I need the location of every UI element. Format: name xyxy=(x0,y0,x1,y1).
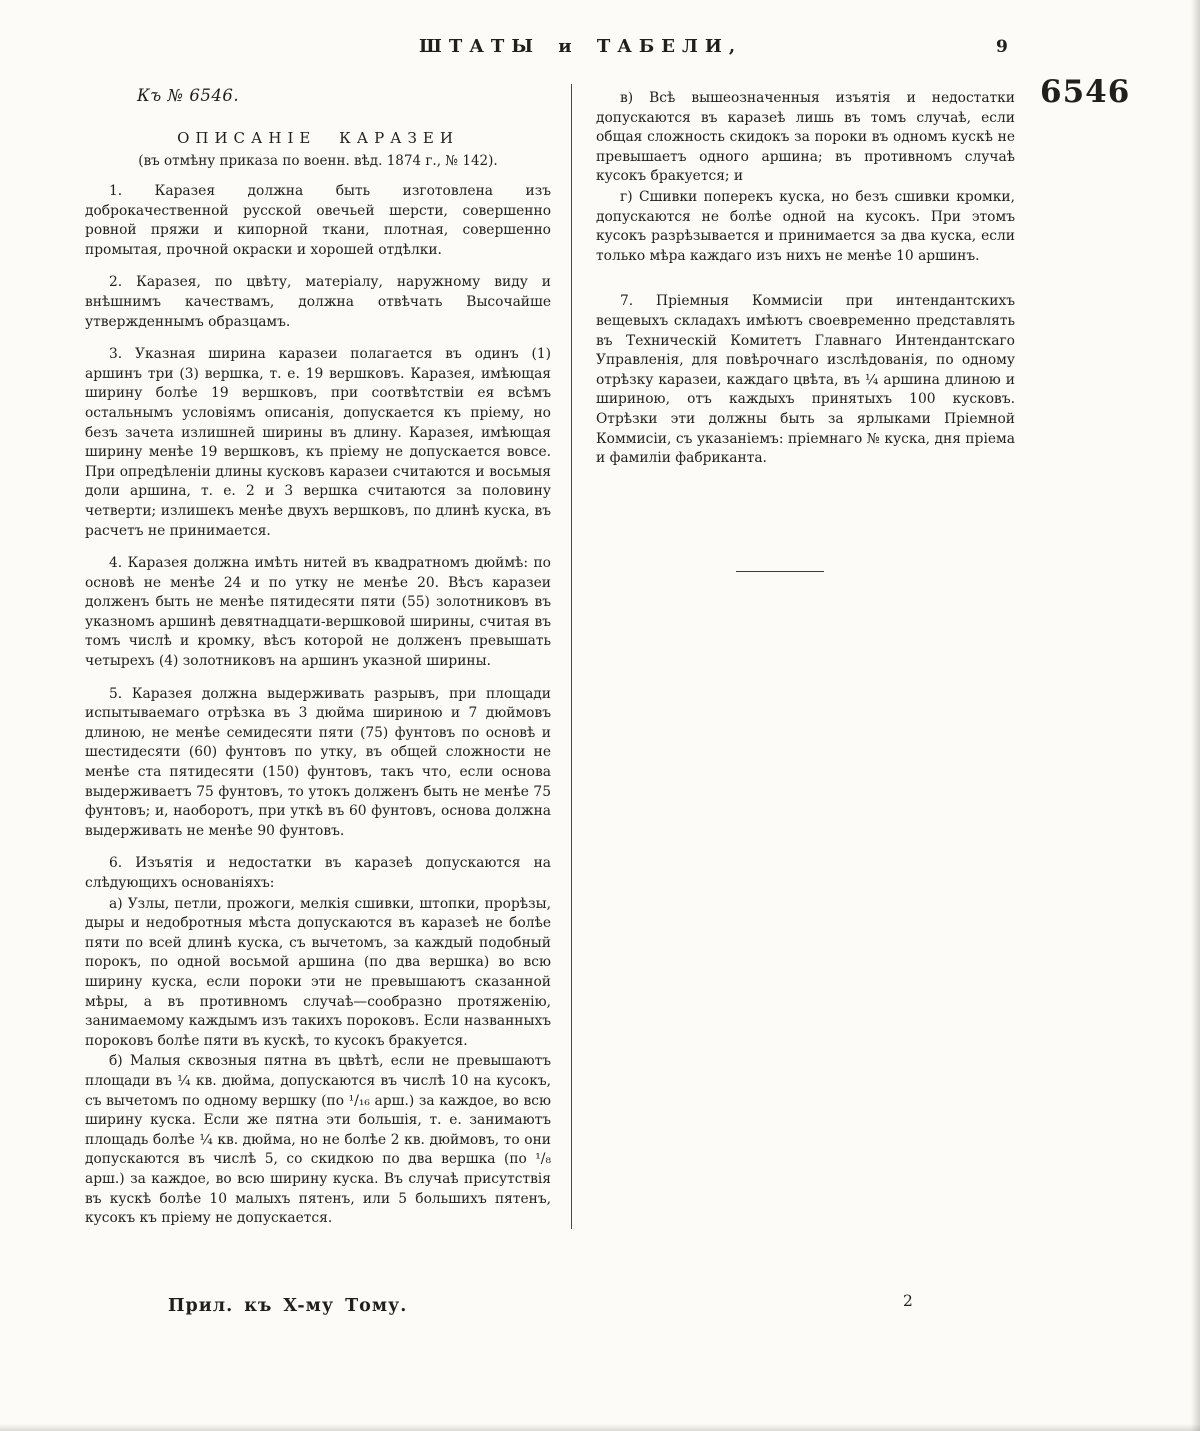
scan-edge-right xyxy=(1191,0,1200,1431)
reference-line: Къ № 6546. xyxy=(137,86,240,105)
document-number: 6546 xyxy=(1040,74,1131,110)
clause-4: 4. Каразея должна имѣть нитей въ квадратномъ дюймѣ: по основѣ не менѣе 24 и по утку не менѣе 20. Вѣсъ каразеи долженъ быть не менѣе пятидесяти пяти (55) золотниковъ въ указномъ аршинѣ девятнадцати-вершковой ширины, считая въ томъ числѣ и кромку, вѣсъ которой не долженъ превышать четырехъ (4) золотниковъ на аршинъ указной ширины. xyxy=(85,555,551,670)
scan-edge-bottom xyxy=(0,1424,1200,1431)
clause-6v: в) Всѣ вышеозначенныя изъятія и недостатки допускаются въ каразеѣ лишь въ томъ случаѣ, если общая сложность скидокъ за пороки въ одномъ кускѣ не превышаетъ одного аршина; въ противномъ случаѣ кусокъ бракуется; и xyxy=(596,90,1015,185)
section-end-rule xyxy=(736,571,824,572)
left-column xyxy=(85,84,572,1229)
clause-6b: б) Малыя сквозныя пятна въ цвѣтѣ, если не превышаютъ площади въ ¼ кв. дюйма, допускаются въ числѣ 10 на кусокъ, съ вычетомъ по одному вершку (по ¹/₁₆ арш.) за каждое, во всю ширину куска. Если же пятна эти большія, т. е. занимаютъ площадь болѣе ¼ кв. дюйма, но не болѣе 2 кв. дюймовъ, то они допускаются въ числѣ 5, со скидкою по два вершка (по ¹/₈ арш.) за каждое, во всю ширину куска. Въ случаѣ присутствія въ кускѣ болѣе 10 малыхъ пятенъ, или 5 большихъ пятенъ, кусокъ къ пріему не допускается. xyxy=(85,1053,551,1227)
clause-5: 5. Каразея должна выдерживать разрывъ, при площади испытываемаго отрѣзка въ 3 дюйма шириною и 7 дюймовъ длиною, не менѣе семидесяти пяти (75) фунтовъ по основѣ и шестидесяти (60) фунтовъ по утку, въ общей сложности не менѣе ста пятидесяти (150) фунтовъ, такъ что, если основа выдерживаетъ 75 фунтовъ, то утокъ долженъ быть не менѣе 75 фунтовъ; и, наоборотъ, при уткѣ въ 60 фунтовъ, основа должна выдерживать не менѣе 90 фунтовъ. xyxy=(85,685,551,839)
clause-7: 7. Пріемныя Коммисіи при интендантскихъ вещевыхъ складахъ имѣютъ своевременно представлять въ Техническій Комитетъ Главнаго Интендантскаго Управленія, для повѣрочнаго изслѣдованія, по одному отрѣзку каразеи, каждаго цвѣта, въ ¼ аршина длиною и шириною, отъ каждыхъ принятыхъ 100 кусковъ. Отрѣзки эти должны быть за ярлыками Пріемной Коммисіи, съ указаніемъ: пріемнаго № куска, дня пріема и фамиліи фабриканта. xyxy=(596,293,1015,467)
two-column-body xyxy=(85,84,1015,1229)
section-subtitle: (въ отмѣну приказа по военн. вѣд. 1874 г., № 142). xyxy=(138,153,498,169)
footer-appendix-note: Прил. къ X-му Тому. xyxy=(168,1296,408,1316)
clause-1: 1. Каразея должна быть изготовлена изъ доброкачественной русской овечьей шерсти, совершенно ровной пряжи и кипорной ткани, плотная, совершенно промытая, прочной окраски и хорошей отдѣлки. xyxy=(85,183,551,258)
running-header-title: ШТАТЫ и ТАБЕЛИ, xyxy=(419,36,743,57)
clause-2: 2. Каразея, по цвѣту, матеріалу, наружному виду и внѣшнимъ качествамъ, должна отвѣчать Высочайше утвержденнымъ образцамъ. xyxy=(85,274,551,330)
footer-signature-number: 2 xyxy=(903,1292,913,1310)
clause-3: 3. Указная ширина каразеи полагается въ одинъ (1) аршинъ три (3) вершка, т. е. 19 вершковъ. Каразея, имѣющая ширину болѣе 19 вершковъ, при соотвѣтствіи ея всѣмъ остальнымъ условіямъ описанія, допускается къ пріему, но безъ зачета излишней ширины въ длину. Каразея, имѣющая ширину менѣе 19 вершковъ, къ пріему не допускается вовсе. При опредѣленіи длины кусковъ каразеи считаются и восьмыя доли аршина, т. е. 2 и 3 вершка считаются за половину четверти; излишекъ менѣе двухъ вершковъ, по длинѣ куска, въ расчетъ не принимается. xyxy=(85,346,551,539)
clause-6g: г) Сшивки поперекъ куска, но безъ сшивки кромки, допускаются не болѣе одной на кусокъ. При этомъ кусокъ разрѣзывается и принимается за два куска, если только мѣра каждаго изъ нихъ не менѣе 10 аршинъ. xyxy=(596,188,1015,264)
clause-6-intro: 6. Изъятія и недостатки въ каразеѣ допускаются на слѣдующихъ основаніяхъ: xyxy=(85,855,551,891)
page-number: 9 xyxy=(996,37,1008,57)
section-title: ОПИСАНІЕ КАРАЗЕИ xyxy=(177,129,459,147)
clause-6a: а) Узлы, петли, прожоги, мелкія сшивки, штопки, прорѣзы, дыры и недобротныя мѣста допускаются въ каразеѣ не болѣе пяти по всей длинѣ куска, съ вычетомъ, за каждый подобный порокъ, по одной восьмой аршина (по два вершка) во всю ширину куска, если пороки эти не превышаютъ сказанной мѣры, а въ противномъ случаѣ—сообразно протяженію, занимаемому каждымъ изъ такихъ пороковъ. Если названныхъ пороковъ болѣе пяти въ кускѣ, то кусокъ бракуется. xyxy=(85,895,551,1049)
right-column xyxy=(572,84,1015,1229)
